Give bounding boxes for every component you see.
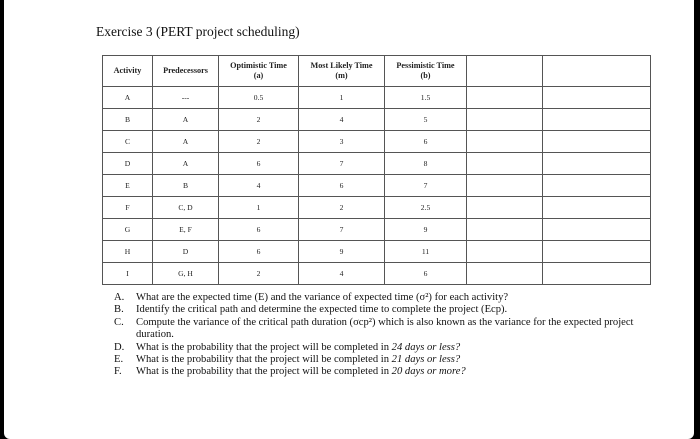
table-row bbox=[103, 241, 651, 263]
table-header-row bbox=[103, 56, 651, 87]
table-cell bbox=[543, 197, 651, 219]
table-cell: A bbox=[153, 109, 219, 131]
table-cell: 1 bbox=[299, 87, 385, 109]
table-cell: 9 bbox=[299, 241, 385, 263]
table-cell: 7 bbox=[385, 175, 467, 197]
question-letter: B. bbox=[114, 304, 124, 316]
table-cell: B bbox=[153, 175, 219, 197]
question-item bbox=[114, 317, 634, 342]
question-letter: C. bbox=[114, 316, 124, 328]
question-letter: A. bbox=[114, 292, 125, 303]
table-cell: 7 bbox=[299, 153, 385, 175]
exercise-title: Exercise 3 (PERT project scheduling) bbox=[96, 24, 300, 39]
table-cell: 1.5 bbox=[385, 87, 467, 109]
table-cell bbox=[467, 153, 543, 175]
question-item bbox=[114, 304, 634, 316]
table-cell: 6 bbox=[219, 219, 299, 241]
column-header-line1: Most Likely Time bbox=[310, 61, 373, 70]
table-cell bbox=[467, 241, 543, 263]
table-cell: A bbox=[153, 131, 219, 153]
column-header bbox=[219, 56, 299, 87]
table-row bbox=[103, 263, 651, 285]
question-item bbox=[114, 292, 634, 304]
table-cell: 6 bbox=[385, 131, 467, 153]
table-cell: D bbox=[103, 153, 153, 175]
question-text: Identify the critical path and determine the expected time to complete the project (Ecp). bbox=[136, 304, 508, 316]
table-cell bbox=[543, 241, 651, 263]
table-cell: E, F bbox=[153, 219, 219, 241]
table-cell: H bbox=[103, 241, 153, 263]
question-emphasis: 20 days or more? bbox=[391, 366, 466, 378]
pert-table bbox=[102, 55, 651, 285]
table-cell: 1 bbox=[219, 197, 299, 219]
column-header-line2: (m) bbox=[335, 71, 348, 80]
column-header-line2: (a) bbox=[253, 71, 264, 80]
table-cell: 6 bbox=[299, 175, 385, 197]
table-cell: 2 bbox=[219, 263, 299, 285]
table-cell bbox=[467, 263, 543, 285]
question-text: What are the expected time (E) and the variance of expected time (σ²) for each activity? bbox=[136, 292, 509, 303]
column-header bbox=[103, 56, 153, 87]
table-cell: G bbox=[103, 219, 153, 241]
table-cell: 6 bbox=[219, 153, 299, 175]
table-cell: 9 bbox=[385, 219, 467, 241]
question-text: What is the probability that the project will be completed in 24 days or less? bbox=[136, 341, 461, 353]
table-row bbox=[103, 175, 651, 197]
table-cell: G, H bbox=[153, 263, 219, 285]
table-cell bbox=[543, 109, 651, 131]
table-cell: 0.5 bbox=[219, 87, 299, 109]
question-item bbox=[114, 342, 634, 354]
table-cell: 2.5 bbox=[385, 197, 467, 219]
column-header-line1: Optimistic Time bbox=[230, 61, 287, 70]
table-cell: C bbox=[103, 131, 153, 153]
table-row bbox=[103, 109, 651, 131]
table-cell: B bbox=[103, 109, 153, 131]
table-cell: 11 bbox=[385, 241, 467, 263]
table-cell bbox=[467, 109, 543, 131]
table-cell bbox=[543, 131, 651, 153]
question-list bbox=[114, 292, 634, 379]
table-cell: 6 bbox=[385, 263, 467, 285]
question-emphasis: 21 days or less? bbox=[391, 354, 461, 366]
table-cell: 4 bbox=[219, 175, 299, 197]
table-cell bbox=[467, 87, 543, 109]
table-cell: 4 bbox=[299, 109, 385, 131]
column-header-line1: Activity bbox=[113, 66, 142, 75]
table-cell bbox=[543, 87, 651, 109]
document-page bbox=[4, 0, 694, 439]
column-header bbox=[299, 56, 385, 87]
table-cell bbox=[543, 263, 651, 285]
column-header-line1: Predecessors bbox=[163, 66, 208, 75]
table-row bbox=[103, 197, 651, 219]
table-cell: --- bbox=[153, 87, 219, 109]
column-header bbox=[153, 56, 219, 87]
table-cell: F bbox=[103, 197, 153, 219]
column-header bbox=[543, 56, 651, 87]
table-row bbox=[103, 87, 651, 109]
question-letter: D. bbox=[114, 341, 125, 353]
table-row bbox=[103, 153, 651, 175]
table-cell bbox=[467, 219, 543, 241]
question-letter: E. bbox=[114, 354, 124, 366]
table-cell: E bbox=[103, 175, 153, 197]
table-cell: 2 bbox=[219, 131, 299, 153]
question-letter: F. bbox=[114, 366, 122, 378]
table-cell: 3 bbox=[299, 131, 385, 153]
table-cell: 2 bbox=[299, 197, 385, 219]
table-cell bbox=[543, 153, 651, 175]
question-text: What is the probability that the project will be completed in 20 days or more? bbox=[136, 366, 466, 378]
table-cell: 7 bbox=[299, 219, 385, 241]
table-cell: A bbox=[153, 153, 219, 175]
table-cell bbox=[467, 175, 543, 197]
column-header-line1: Pessimistic Time bbox=[396, 61, 455, 70]
question-text: What is the probability that the project will be completed in 21 days or less? bbox=[136, 354, 461, 366]
column-header bbox=[467, 56, 543, 87]
question-item bbox=[114, 354, 634, 366]
table-cell: A bbox=[103, 87, 153, 109]
table-cell: C, D bbox=[153, 197, 219, 219]
table-cell: 4 bbox=[299, 263, 385, 285]
table-cell: D bbox=[153, 241, 219, 263]
table-row bbox=[103, 131, 651, 153]
table-cell: 2 bbox=[219, 109, 299, 131]
table-cell bbox=[467, 197, 543, 219]
table-cell bbox=[467, 131, 543, 153]
table-row bbox=[103, 219, 651, 241]
column-header bbox=[385, 56, 467, 87]
table-cell: 6 bbox=[219, 241, 299, 263]
table-cell bbox=[543, 175, 651, 197]
question-emphasis: 24 days or less? bbox=[391, 341, 461, 353]
table-cell: 8 bbox=[385, 153, 467, 175]
table-cell: I bbox=[103, 263, 153, 285]
question-text: Compute the variance of the critical path duration (σcp²) which is also known as the variance for the expected project duration. bbox=[136, 316, 634, 341]
table-cell bbox=[543, 219, 651, 241]
table-cell: 5 bbox=[385, 109, 467, 131]
column-header-line2: (b) bbox=[420, 71, 431, 80]
question-item bbox=[114, 366, 634, 378]
